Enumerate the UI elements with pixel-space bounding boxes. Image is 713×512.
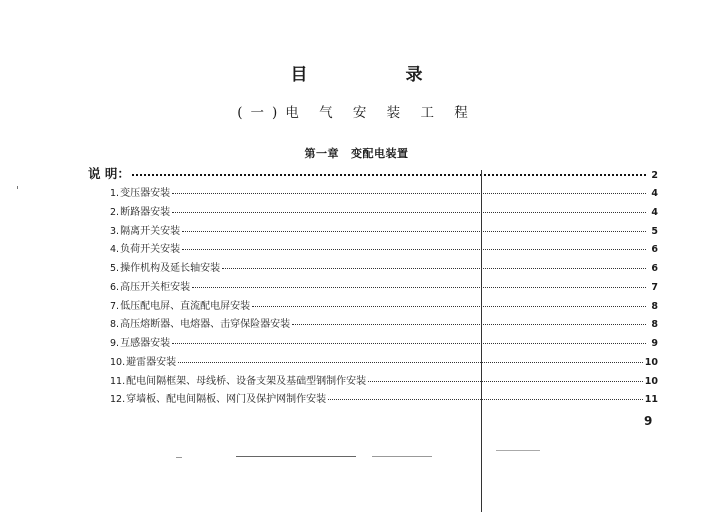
leader-dots: [328, 399, 643, 400]
scan-speck: [17, 186, 18, 189]
toc-item-text: 负荷开关安装: [120, 244, 181, 256]
toc-item-number: 3.: [110, 225, 120, 237]
toc-item-page: 5: [651, 225, 658, 237]
toc-item: [110, 240, 658, 255]
toc-item-number: 11.: [110, 375, 126, 387]
leader-dots: [222, 268, 646, 269]
toc-item-page: 10: [644, 375, 658, 387]
toc-item-text: 高压熔断器、电熔器、击穿保险器安装: [120, 319, 291, 331]
toc-item-page: 6: [651, 263, 658, 274]
toc-item-number: 12.: [110, 394, 126, 406]
toc-item-label: [110, 240, 180, 255]
toc-item-page: 6: [651, 244, 658, 256]
toc-item-text: 变压器安装: [120, 188, 171, 199]
toc-item-number: 4.: [110, 244, 120, 256]
toc-item-label: [110, 353, 176, 368]
leader-dots: [192, 287, 646, 288]
toc-item: [110, 315, 658, 330]
toc-item-label: [110, 222, 180, 237]
toc-item-number: 7.: [110, 300, 120, 312]
scan-artifact-line: [372, 456, 432, 457]
toc-item-text: 断路器安装: [120, 206, 171, 218]
toc-item-text: 避雷器安装: [126, 356, 177, 368]
toc-item-text: 隔离开关安装: [120, 225, 181, 237]
toc-item-text: 高压开关柜安装: [120, 281, 191, 293]
section-subtitle: (一)电 气 安 装 工 程: [237, 105, 476, 121]
leader-dots: [292, 324, 646, 325]
toc-item-label: [110, 334, 170, 349]
leader-dots: [252, 306, 646, 307]
leader-dots: [178, 362, 643, 363]
toc-item-page: 8: [651, 300, 658, 312]
toc-item-text: 互感器安装: [120, 338, 171, 349]
toc-item-label: [110, 203, 170, 218]
scan-artifact-line: [236, 456, 356, 457]
toc-item: [110, 278, 658, 293]
toc-item-text: 低压配电屏、直流配电屏安装: [120, 300, 251, 312]
toc-item-page: 10: [644, 356, 658, 368]
toc-item-label: [110, 372, 366, 387]
toc-item-page: 8: [651, 319, 658, 331]
leader-dots: [172, 193, 646, 194]
toc-item-number: 5.: [110, 263, 120, 274]
toc-item-label: [110, 184, 170, 199]
toc-item: [110, 334, 658, 349]
toc-item-label: [110, 297, 250, 312]
toc-item: [110, 203, 658, 218]
toc-item-label: [110, 259, 220, 274]
toc-item-page: 4: [651, 188, 658, 199]
toc-item-page: 9: [651, 338, 658, 349]
chapter-heading: [0, 145, 713, 161]
toc-intro-row: [88, 164, 658, 182]
leader-dots: [368, 381, 643, 382]
leader-dots: [172, 212, 646, 213]
scan-artifact-line: [176, 457, 182, 458]
scan-fold-line: [481, 170, 482, 512]
toc-item: [110, 222, 658, 237]
toc-item-number: 1.: [110, 188, 120, 199]
leader-dots: [182, 231, 646, 232]
toc-item-number: 10.: [110, 356, 126, 368]
toc-item-label: [110, 278, 190, 293]
page-title: 目 录: [290, 65, 469, 85]
chapter-number: 第一章: [304, 147, 339, 160]
scan-artifact-line: [496, 450, 540, 451]
toc-item-number: 9.: [110, 338, 120, 349]
toc-item-text: 配电间隔框架、母线桥、设备支架及基础型钢制作安装: [126, 375, 367, 387]
leader-dots: [182, 249, 646, 250]
toc-item-page: 4: [651, 206, 658, 218]
toc-item: [110, 372, 658, 387]
leader-dots: [172, 343, 646, 344]
chapter-title: 变配电装置: [351, 147, 409, 160]
toc-item: [110, 390, 658, 405]
toc-item: [110, 259, 658, 274]
page-number: 9: [644, 414, 653, 428]
toc-item-number: 8.: [110, 319, 120, 331]
toc-item-page: 11: [644, 394, 658, 406]
toc-item-label: [110, 390, 326, 405]
toc-item-number: 6.: [110, 281, 120, 293]
toc-item-text: 穿墙板、配电间隔板、网门及保护网制作安装: [126, 394, 327, 406]
toc-intro-page: 2: [651, 170, 658, 181]
toc-item-number: 2.: [110, 206, 120, 218]
toc-item: [110, 297, 658, 312]
toc-intro-label: 说 明：: [88, 166, 130, 181]
toc-item-text: 操作机构及延长轴安装: [120, 263, 221, 274]
leader-dots: [132, 174, 646, 176]
toc-item: [110, 353, 658, 368]
toc-item: [110, 184, 658, 199]
toc-item-page: 7: [651, 281, 658, 293]
toc-item-label: [110, 315, 290, 330]
